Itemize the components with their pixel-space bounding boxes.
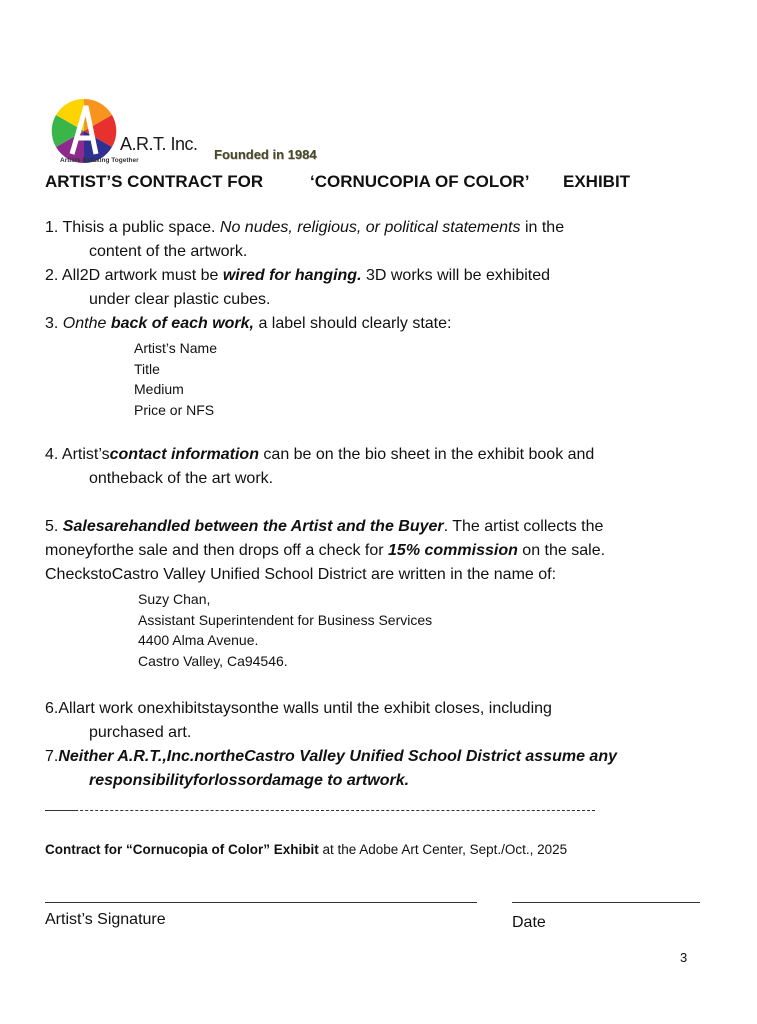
label-items-list [134, 338, 217, 420]
rule-1-text-end: in the [520, 219, 565, 236]
label-item: Title [134, 360, 160, 377]
cut-line-divider [45, 810, 595, 813]
logo-tagline: Artists Relaxing Together [60, 157, 139, 164]
rule-2-text-end: 3D works will be exhibited [361, 267, 551, 284]
logo-color-wheel [52, 99, 117, 163]
title-part-1: ARTIST’S CONTRACT FOR [45, 172, 264, 191]
rule-3 [45, 312, 451, 336]
label-item: Price or NFS [134, 401, 215, 418]
date-label: Date [512, 914, 546, 931]
rule-5-line-3: CheckstoCastro Valley Unified School District are written in the name of: [45, 566, 557, 583]
footer-bold: Contract for “Cornucopia of Color” Exhibit [45, 842, 319, 857]
rule-5-emphasis: Salesarehandled between the Artist and the Buyer [62, 518, 444, 535]
artist-signature-label: Artist’s Signature [45, 911, 166, 928]
rule-3-italic: Onthe [62, 315, 111, 332]
rule-1-emphasis: No nudes, religious, or political statements [219, 219, 521, 236]
founded-text: Founded in 1984 [214, 147, 317, 162]
rule-4 [45, 443, 594, 491]
art-inc-logo [46, 96, 206, 166]
contract-footer-line [45, 842, 567, 857]
rule-3-number: 3. [45, 315, 63, 332]
payee-line: Suzy Chan, [138, 591, 211, 607]
rule-5-line-2: moneyforthe sale and then drops off a check for [45, 542, 389, 559]
rule-6-line-1: 6.Allart work onexhibitstaysonthe walls until the exhibit closes, including [45, 700, 552, 717]
rule-4-text-end: can be on the bio sheet in the exhibit book and [258, 446, 595, 463]
rule-5-commission: 15% commission [388, 542, 518, 559]
logo-name: A.R.T. Inc. [120, 134, 198, 154]
rule-1 [45, 216, 564, 264]
rule-5-text-end: . The artist collects the [443, 518, 604, 535]
rule-4-emphasis: contact information [109, 446, 259, 463]
rule-1-text: 1. Thisis a public space. [45, 219, 220, 236]
rule-4-line-2: ontheback of the art work. [89, 470, 274, 487]
rule-3-emphasis: back of each work, [110, 315, 254, 332]
payee-line: Assistant Superintendent for Business Services [138, 611, 433, 628]
rule-7-line-2: responsibilityforlossordamage to artwork. [89, 772, 410, 789]
rule-5 [45, 515, 605, 587]
rule-2-line-2: under clear plastic cubes. [89, 291, 271, 308]
payee-address [138, 589, 432, 671]
footer-rest: at the Adobe Art Center, Sept./Oct., 2025 [318, 842, 568, 857]
rule-5-line-2-end: on the sale. [517, 542, 606, 559]
rule-3-text-end: a label should clearly state: [254, 315, 452, 332]
payee-line: Castro Valley, Ca94546. [138, 652, 288, 669]
rule-6 [45, 697, 552, 745]
artist-signature-line[interactable] [45, 902, 477, 903]
rule-1-line-2: content of the artwork. [89, 243, 248, 260]
title-part-3: EXHIBIT [563, 172, 631, 191]
payee-line: 4400 Alma Avenue. [138, 632, 259, 648]
rule-2-text: 2. All2D artwork must be [45, 267, 223, 284]
rule-7-emphasis: Neither A.R.T.,Inc.northeCastro Valley Unified School District assume any [58, 748, 617, 765]
rule-5-number: 5. [45, 518, 63, 535]
rule-7 [45, 745, 617, 793]
rule-6-line-2: purchased art. [89, 724, 192, 741]
rule-2 [45, 264, 550, 312]
label-item: Artist’s Name [134, 340, 217, 356]
date-line[interactable] [512, 902, 700, 903]
rule-7-number: 7. [45, 748, 59, 765]
label-item: Medium [134, 381, 184, 397]
page-number: 3 [680, 950, 688, 965]
rule-4-text: 4. Artist’s [45, 446, 110, 463]
title-part-2: ‘CORNUCOPIA OF COLOR’ [310, 172, 530, 191]
rule-2-emphasis: wired for hanging. [222, 267, 362, 284]
